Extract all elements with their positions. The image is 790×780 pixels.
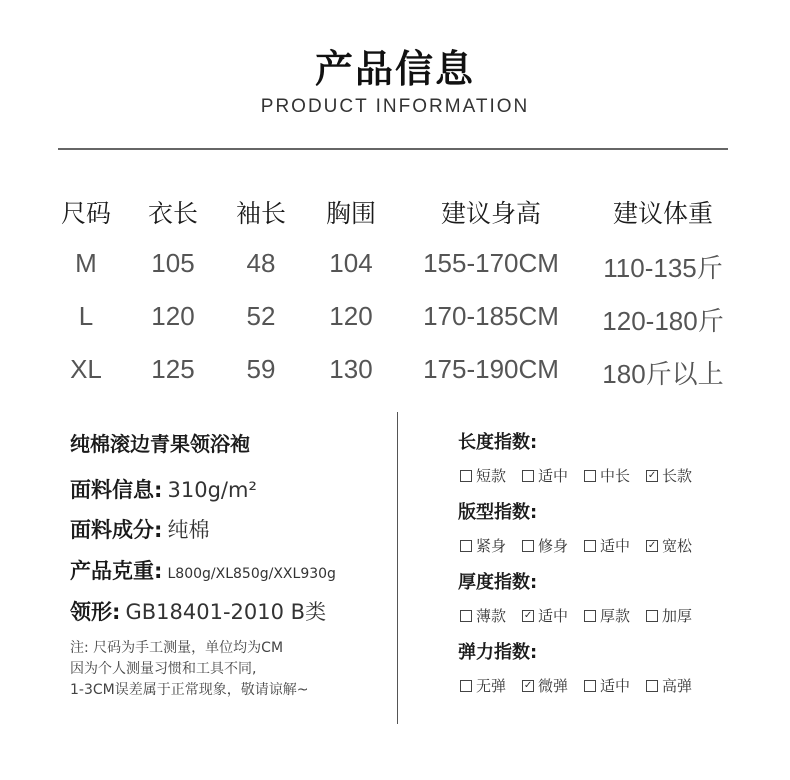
header-divider [58,148,728,150]
spec-label: 产品克重: [70,559,163,583]
table-cell: 180斤以上 [602,359,724,389]
option-label: 适中 [600,677,631,695]
weight-spec [70,555,336,585]
table-cell: 155-170CM [423,248,559,278]
index-option [460,605,506,626]
index-option [460,465,506,486]
page-subtitle: PRODUCT INFORMATION [260,96,530,117]
index-title: 弹力指数: [458,642,538,663]
option-label: 修身 [538,537,569,555]
checkbox-icon [646,680,658,692]
index-options [460,675,708,696]
table-cell: XL [70,354,102,384]
column-divider [397,412,398,724]
option-label: 高弹 [662,677,693,695]
index-option [646,535,692,556]
option-label: 适中 [538,607,569,625]
index-options [460,605,708,626]
option-label: 加厚 [662,607,693,625]
option-label: 适中 [600,537,631,555]
option-label: 厚款 [600,607,631,625]
table-row [0,301,790,341]
table-cell: 105 [151,248,195,278]
table-cell: 48 [246,248,276,278]
spec-value: GB18401-2010 B类 [125,600,327,624]
index-option [646,675,692,696]
option-label: 中长 [600,467,631,485]
option-label: 薄款 [476,607,507,625]
table-cell: 120 [329,301,373,331]
table-cell: 175-190CM [423,354,559,384]
index-option [460,675,506,696]
index-option [522,465,568,486]
index-option [522,605,568,626]
checkbox-icon [584,470,596,482]
index-option [522,675,568,696]
table-cell: 125 [151,354,195,384]
spec-value: 纯棉 [167,518,210,542]
note-line: 1-3CM误差属于正常现象，敬请谅解~ [70,682,309,698]
option-label: 短款 [476,467,507,485]
table-header-cell: 袖长 [235,199,287,228]
table-header-cell: 衣长 [147,199,199,228]
spec-value: L800g/XL850g/XXL930g [167,566,336,582]
spec-label: 领形: [70,600,121,624]
table-row [0,354,790,394]
index-option [584,605,630,626]
note-line: 因为个人测量习惯和工具不同, [70,661,257,677]
index-options [460,465,708,486]
page-title: 产品信息 [314,47,475,91]
checkbox-icon [460,540,472,552]
checked-box-icon: ✓ [647,469,657,481]
table-cell: 110-135斤 [603,253,723,283]
option-label: 微弹 [538,677,569,695]
checked-box-icon: ✓ [647,539,657,551]
option-label: 适中 [538,467,569,485]
checked-box-icon: ✓ [523,679,533,691]
checkbox-icon [584,610,596,622]
option-label: 宽松 [662,537,693,555]
index-option [460,535,506,556]
fabric-spec [70,474,257,504]
table-cell: 59 [246,354,276,384]
checkbox-icon [584,540,596,552]
index-title: 长度指数: [458,432,538,453]
table-header-row [0,194,790,234]
checkbox-icon [584,680,596,692]
option-label: 长款 [662,467,693,485]
table-header-cell: 建议体重 [612,199,714,228]
table-cell: 104 [329,248,373,278]
option-label: 无弹 [476,677,507,695]
checked-box-icon: ✓ [523,609,533,621]
checkbox-icon [646,610,658,622]
composition-spec [70,514,210,544]
option-label: 紧身 [476,537,507,555]
table-cell: 130 [329,354,373,384]
spec-value: 310g/m² [167,478,257,502]
table-row [0,248,790,288]
table-cell: L [78,301,94,331]
table-header-cell: 胸围 [325,199,377,228]
index-option [646,605,692,626]
table-cell: 52 [246,301,276,331]
table-cell: 120 [151,301,195,331]
index-option [584,465,630,486]
checkbox-icon [522,540,534,552]
spec-label: 面料信息: [70,478,163,502]
index-option [584,675,630,696]
checkbox-icon [460,680,472,692]
checkbox-icon [522,470,534,482]
index-title: 版型指数: [458,502,538,523]
measurement-note [70,638,308,701]
table-cell: M [75,248,97,278]
collar-spec [70,596,326,626]
table-header-cell: 建议身高 [440,199,542,228]
index-option [522,535,568,556]
index-option [646,465,692,486]
table-cell: 120-180斤 [602,306,724,336]
index-option [584,535,630,556]
product-name: 纯棉滚边青果领浴袍 [70,432,250,456]
index-title: 厚度指数: [458,572,538,593]
checkbox-icon [460,610,472,622]
checkbox-icon [460,470,472,482]
table-cell: 170-185CM [423,301,559,331]
table-header-cell: 尺码 [60,199,112,228]
spec-label: 面料成分: [70,518,163,542]
note-line: 注: 尺码为手工测量，单位均为CM [70,640,284,656]
index-options [460,535,708,556]
